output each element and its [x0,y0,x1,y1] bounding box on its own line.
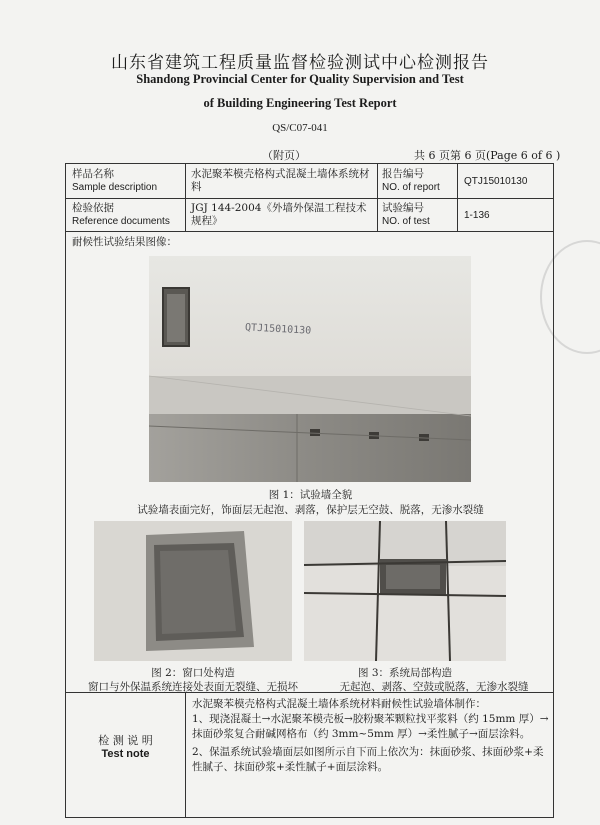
note-line-1: 水泥聚苯模壳格构式混凝土墙体系统材料耐候性试验墙体制作： [192,698,486,710]
col-divider [185,164,186,231]
fig2-caption: 图 2：窗口处构造 [151,667,235,679]
ref-value: JGJ 144-2004《外墙外保温工程技术规程》 [191,202,367,227]
col-divider [377,164,378,231]
report-no-label [382,168,440,194]
report-title-en-line2: of Building Engineering Test Report [203,96,397,110]
row-divider [66,198,553,199]
note-label-cn: 检 测 说 明 [98,734,153,747]
sample-label-cn: 样品名称 [72,168,114,180]
sample-label [72,168,157,194]
note-line-2: 1、现浇混凝土→水泥聚苯模壳板→胶粉聚苯颗粒找平浆料（约 15mm 厚）→ [192,713,549,725]
report-title-en-line1: Shandong Provincial Center for Quality Supervision and Test [136,72,464,86]
report-no-label-en: NO. of report [382,182,440,193]
fig3-caption: 图 3：系统局部构造 [357,667,453,679]
row-divider [66,231,553,232]
form-code: QS/C07-041 [272,122,328,134]
col-divider [185,692,186,818]
report-table [65,163,554,818]
fig1-caption: 图 1：试验墙全貌 [268,489,353,501]
sample-value: 水泥聚苯模壳格构式混凝土墙体系统材料 [191,168,370,193]
test-no-label-en: NO. of test [382,216,430,227]
appendix-label: （附页） [262,149,306,162]
note-line-5: 性腻子、抹面砂浆+柔性腻子+面层涂料。 [192,761,389,773]
note-line-4: 2、保温系统试验墙面层如图所示自下而上依次为：抹面砂浆、抹面砂浆+柔 [192,746,544,758]
fig2-description: 窗口与外保温系统连接处表面无裂缝、无损坏 [88,681,298,693]
col-divider [457,164,458,231]
test-no-label-cn: 试验编号 [382,202,424,214]
report-no-label-cn: 报告编号 [382,168,424,180]
note-label-en: Test note [101,748,150,760]
handwritten-label: QTJ15010130 [244,322,312,337]
ref-label [72,202,170,228]
report-no-value: QTJ15010130 [464,176,528,187]
ref-label-en: Reference documents [72,216,170,227]
report-title-cn: 山东省建筑工程质量监督检验测试中心检测报告 [111,53,489,73]
test-wall-photo [149,256,471,482]
note-line-3: 抹面砂浆复合耐碱网格布（约 3mm~5mm 厚）→柔性腻子→面层涂料。 [192,728,531,740]
fig3-description: 无起泡、剥落、空鼓或脱落，无渗水裂缝 [339,681,529,693]
system-detail-photo [304,521,506,661]
page-info: 共 6 页第 6 页(Page 6 of 6 ) [414,149,561,162]
fig1-description: 试验墙表面完好，饰面层无起泡、剥落，保护层无空鼓、脱落，无渗水裂缝 [137,504,484,516]
results-heading: 耐候性试验结果图像： [72,236,177,248]
test-no-value: 1-136 [464,210,490,221]
ref-label-cn: 检验依据 [72,202,114,214]
sample-label-en: Sample description [72,182,158,193]
window-detail-photo [94,521,292,661]
test-no-label [382,202,430,228]
